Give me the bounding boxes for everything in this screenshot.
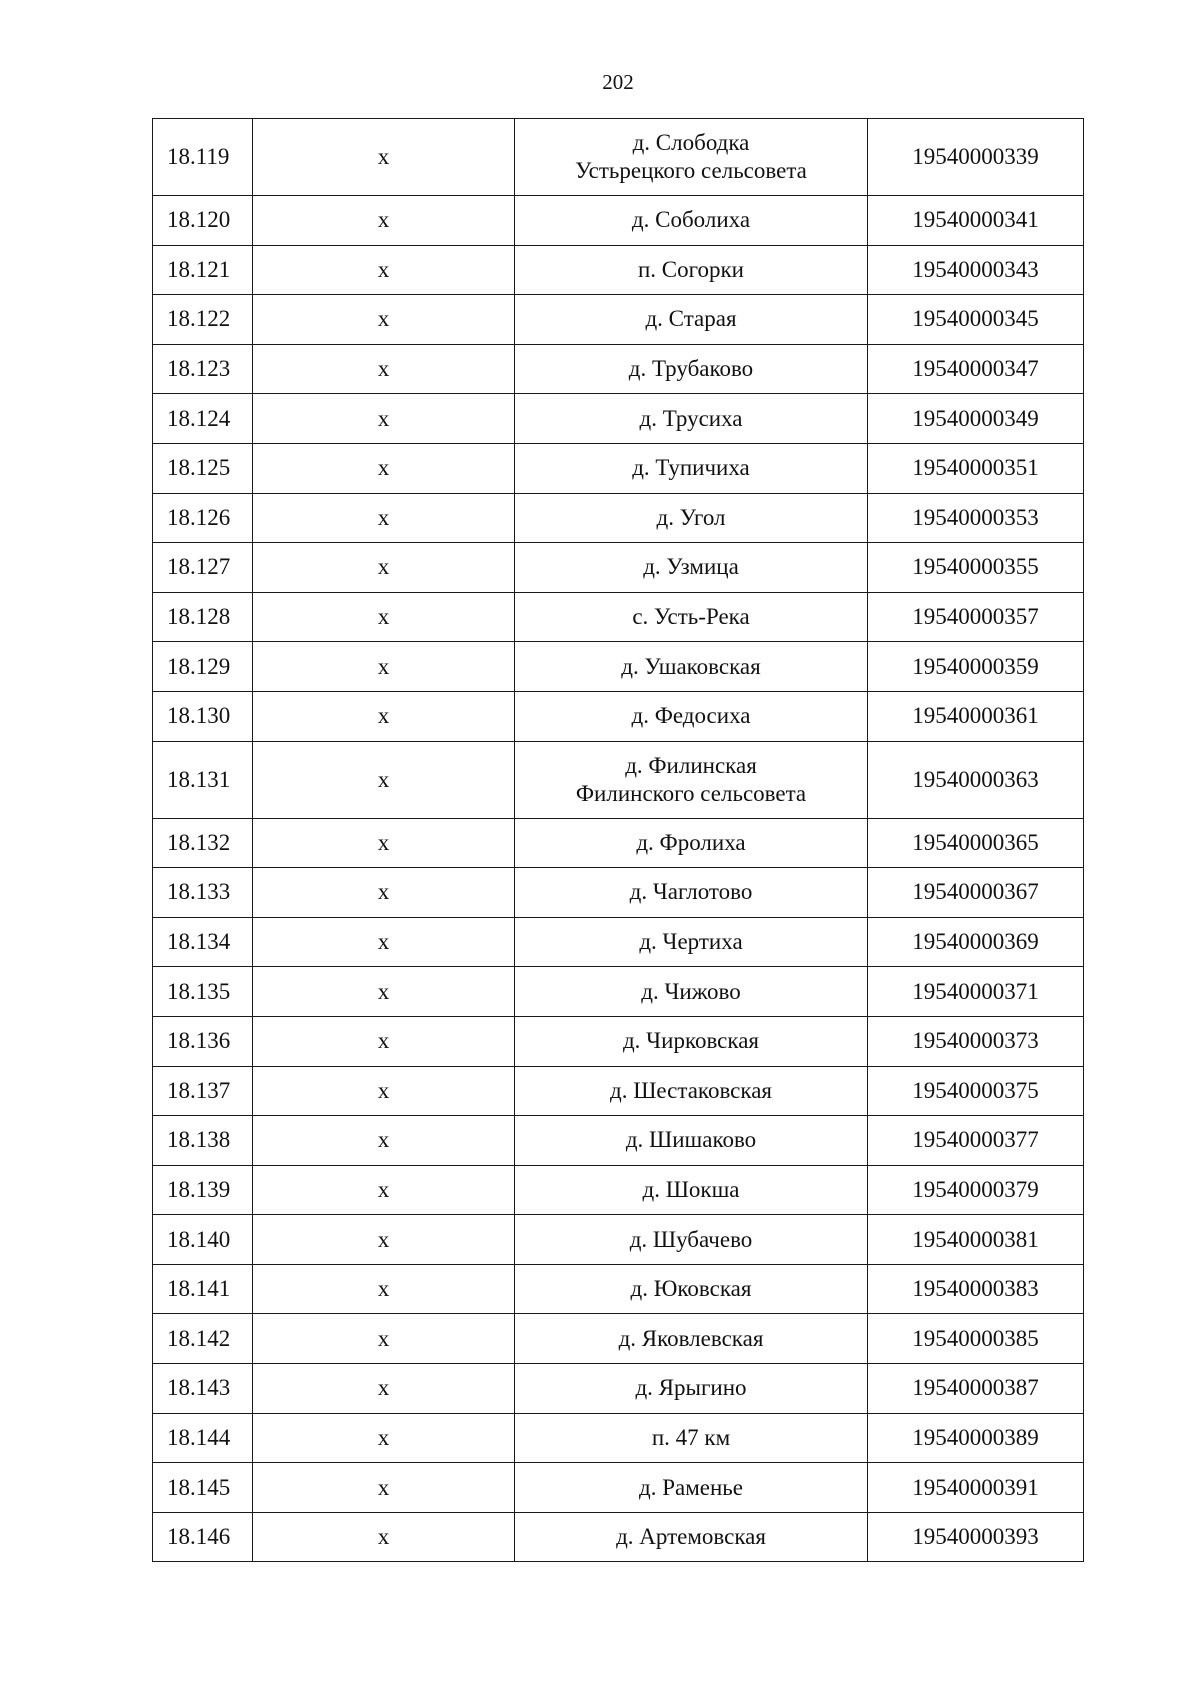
item-number-cell: 18.143 xyxy=(153,1364,253,1414)
settlement-name-cell xyxy=(515,818,868,868)
oktmo-code-cell: 19540000381 xyxy=(868,1215,1084,1265)
mark-cell: х xyxy=(253,1264,515,1314)
settlement-name-cell xyxy=(515,543,868,593)
settlement-name-line: д. Чертиха xyxy=(639,929,743,955)
oktmo-code-cell: 19540000375 xyxy=(868,1066,1084,1116)
settlement-name-cell xyxy=(515,295,868,345)
settlement-name-line: д. Филинская xyxy=(625,752,757,778)
mark-cell: х xyxy=(253,344,515,394)
mark-cell: х xyxy=(253,295,515,345)
item-number-cell: 18.125 xyxy=(153,443,253,493)
settlement-name-line: д. Трусиха xyxy=(639,405,743,431)
mark-cell: х xyxy=(253,1215,515,1265)
settlement-name-line: д. Юковская xyxy=(630,1276,752,1302)
settlement-name-line: д. Слободка xyxy=(632,130,750,155)
settlement-name-line: д. Федосиха xyxy=(631,703,751,729)
settlement-name-line: д. Трубаково xyxy=(628,356,754,382)
settlement-name-cell xyxy=(515,1364,868,1414)
settlement-name-cell xyxy=(515,917,868,967)
oktmo-code-cell: 19540000343 xyxy=(868,245,1084,295)
table-row xyxy=(153,741,1084,818)
settlement-name-line: д. Шестаковская xyxy=(610,1077,772,1103)
page-number: 202 xyxy=(602,70,634,94)
oktmo-code-cell: 19540000367 xyxy=(868,868,1084,918)
oktmo-code-cell: 19540000351 xyxy=(868,443,1084,493)
table-row xyxy=(153,543,1084,593)
item-number-cell: 18.142 xyxy=(153,1314,253,1364)
item-number-cell: 18.122 xyxy=(153,295,253,345)
table-row xyxy=(153,245,1084,295)
settlement-name-cell xyxy=(515,1116,868,1166)
item-number-cell: 18.133 xyxy=(153,868,253,918)
item-number-cell: 18.132 xyxy=(153,818,253,868)
mark-cell: х xyxy=(253,245,515,295)
settlement-name-line: д. Узмица xyxy=(643,554,739,580)
settlement-name-line: д. Фролиха xyxy=(636,829,746,855)
table-row xyxy=(153,1314,1084,1364)
settlement-name-line: д. Шубачево xyxy=(629,1226,753,1252)
item-number-cell: 18.139 xyxy=(153,1165,253,1215)
table-row xyxy=(153,119,1084,196)
oktmo-code-cell: 19540000357 xyxy=(868,592,1084,642)
settlement-name-line: д. Артемовская xyxy=(616,1524,766,1550)
oktmo-code-cell: 19540000373 xyxy=(868,1016,1084,1066)
settlement-name-line: д. Тупичиха xyxy=(632,455,750,481)
item-number-cell: 18.144 xyxy=(153,1413,253,1463)
settlement-name-cell xyxy=(515,443,868,493)
mark-cell: х xyxy=(253,1016,515,1066)
settlement-name-line: д. Яковлевская xyxy=(618,1325,764,1351)
settlement-name-line: с. Усть-Река xyxy=(632,604,750,630)
item-number-cell: 18.129 xyxy=(153,642,253,692)
table-row xyxy=(153,1116,1084,1166)
oktmo-code-cell: 19540000339 xyxy=(868,119,1084,196)
table-row xyxy=(153,196,1084,246)
mark-cell: х xyxy=(253,741,515,818)
oktmo-code-cell: 19540000355 xyxy=(868,543,1084,593)
table-row xyxy=(153,1165,1084,1215)
oktmo-code-cell: 19540000387 xyxy=(868,1364,1084,1414)
settlement-name-cell xyxy=(515,245,868,295)
table-row xyxy=(153,1463,1084,1513)
settlement-name-line: д. Раменье xyxy=(639,1474,743,1500)
table-row xyxy=(153,691,1084,741)
settlement-name-line: д. Угол xyxy=(656,504,726,530)
table-row xyxy=(153,493,1084,543)
settlement-name-line: д. Соболиха xyxy=(631,207,751,233)
settlement-name-line: д. Шокша xyxy=(642,1176,740,1202)
settlement-name-line: д. Ярыгино xyxy=(635,1375,747,1401)
settlement-name-line: Устьрецкого сельсовета xyxy=(575,158,807,183)
item-number-cell: 18.127 xyxy=(153,543,253,593)
settlement-name-cell xyxy=(515,344,868,394)
item-number-cell: 18.130 xyxy=(153,691,253,741)
table-row xyxy=(153,1215,1084,1265)
oktmo-code-cell: 19540000371 xyxy=(868,967,1084,1017)
oktmo-code-cell: 19540000393 xyxy=(868,1512,1084,1562)
item-number-cell: 18.119 xyxy=(153,119,253,196)
item-number-cell: 18.124 xyxy=(153,394,253,444)
item-number-cell: 18.121 xyxy=(153,245,253,295)
table-row xyxy=(153,1364,1084,1414)
settlement-name-cell xyxy=(515,394,868,444)
oktmo-code-cell: 19540000365 xyxy=(868,818,1084,868)
settlement-name-cell xyxy=(515,1463,868,1513)
table-row xyxy=(153,1016,1084,1066)
settlement-name-cell xyxy=(515,741,868,818)
table-row xyxy=(153,1066,1084,1116)
oktmo-code-cell: 19540000377 xyxy=(868,1116,1084,1166)
settlement-name-cell xyxy=(515,592,868,642)
mark-cell: х xyxy=(253,868,515,918)
table-row xyxy=(153,1413,1084,1463)
mark-cell: х xyxy=(253,967,515,1017)
settlement-name-line: д. Шишаково xyxy=(625,1127,757,1153)
settlement-name-cell xyxy=(515,1413,868,1463)
oktmo-code-cell: 19540000341 xyxy=(868,196,1084,246)
mark-cell: х xyxy=(253,917,515,967)
settlement-name-cell xyxy=(515,1314,868,1364)
mark-cell: х xyxy=(253,1165,515,1215)
oktmo-code-cell: 19540000383 xyxy=(868,1264,1084,1314)
table-row xyxy=(153,295,1084,345)
settlement-name-cell xyxy=(515,196,868,246)
oktmo-code-cell: 19540000345 xyxy=(868,295,1084,345)
settlement-name-cell xyxy=(515,1215,868,1265)
oktmo-code-cell: 19540000359 xyxy=(868,642,1084,692)
settlement-name-line: д. Чаглотово xyxy=(629,879,753,905)
oktmo-code-cell: 19540000353 xyxy=(868,493,1084,543)
table-row xyxy=(153,868,1084,918)
mark-cell: х xyxy=(253,119,515,196)
item-number-cell: 18.126 xyxy=(153,493,253,543)
mark-cell: х xyxy=(253,493,515,543)
oktmo-code-cell: 19540000347 xyxy=(868,344,1084,394)
settlement-name-line: д. Ушаковская xyxy=(621,653,761,679)
item-number-cell: 18.141 xyxy=(153,1264,253,1314)
item-number-cell: 18.145 xyxy=(153,1463,253,1513)
table-row xyxy=(153,592,1084,642)
mark-cell: х xyxy=(253,443,515,493)
item-number-cell: 18.123 xyxy=(153,344,253,394)
table-row xyxy=(153,443,1084,493)
oktmo-code-cell: 19540000385 xyxy=(868,1314,1084,1364)
settlement-name-line: п. Согорки xyxy=(638,256,744,282)
mark-cell: х xyxy=(253,1463,515,1513)
mark-cell: х xyxy=(253,394,515,444)
table-row xyxy=(153,818,1084,868)
table-row xyxy=(153,394,1084,444)
settlement-name-cell xyxy=(515,493,868,543)
item-number-cell: 18.131 xyxy=(153,741,253,818)
settlement-name-line: д. Старая xyxy=(645,306,737,332)
table-row xyxy=(153,967,1084,1017)
mark-cell: х xyxy=(253,642,515,692)
table-row xyxy=(153,642,1084,692)
settlement-name-line: д. Чижово xyxy=(641,978,741,1004)
oktmo-code-cell: 19540000369 xyxy=(868,917,1084,967)
settlement-name-cell xyxy=(515,967,868,1017)
mark-cell: х xyxy=(253,1116,515,1166)
mark-cell: х xyxy=(253,1413,515,1463)
settlement-name-cell xyxy=(515,1165,868,1215)
oktmo-code-cell: 19540000391 xyxy=(868,1463,1084,1513)
mark-cell: х xyxy=(253,543,515,593)
item-number-cell: 18.146 xyxy=(153,1512,253,1562)
oktmo-code-cell: 19540000389 xyxy=(868,1413,1084,1463)
item-number-cell: 18.128 xyxy=(153,592,253,642)
settlement-name-cell xyxy=(515,868,868,918)
settlement-name-cell xyxy=(515,642,868,692)
item-number-cell: 18.138 xyxy=(153,1116,253,1166)
oktmo-code-cell: 19540000363 xyxy=(868,741,1084,818)
item-number-cell: 18.137 xyxy=(153,1066,253,1116)
item-number-cell: 18.140 xyxy=(153,1215,253,1265)
table-body xyxy=(153,119,1084,1562)
item-number-cell: 18.136 xyxy=(153,1016,253,1066)
settlement-name-line: Филинского сельсовета xyxy=(575,780,807,806)
item-number-cell: 18.120 xyxy=(153,196,253,246)
mark-cell: х xyxy=(253,1512,515,1562)
settlement-name-line: д. Чирковская xyxy=(622,1028,759,1054)
settlement-name-cell xyxy=(515,1016,868,1066)
settlement-name-cell xyxy=(515,119,868,196)
settlement-name-cell xyxy=(515,1264,868,1314)
item-number-cell: 18.135 xyxy=(153,967,253,1017)
oktmo-code-cell: 19540000361 xyxy=(868,691,1084,741)
mark-cell: х xyxy=(253,196,515,246)
settlements-table xyxy=(152,118,1084,1562)
table-row xyxy=(153,344,1084,394)
table-row xyxy=(153,1264,1084,1314)
mark-cell: х xyxy=(253,1314,515,1364)
table-row xyxy=(153,1512,1084,1562)
settlement-name-line: п. 47 км xyxy=(651,1424,731,1450)
mark-cell: х xyxy=(253,1364,515,1414)
settlement-name-cell xyxy=(515,1512,868,1562)
mark-cell: х xyxy=(253,818,515,868)
mark-cell: х xyxy=(253,1066,515,1116)
table-row xyxy=(153,917,1084,967)
oktmo-code-cell: 19540000379 xyxy=(868,1165,1084,1215)
settlement-name-cell xyxy=(515,691,868,741)
item-number-cell: 18.134 xyxy=(153,917,253,967)
mark-cell: х xyxy=(253,691,515,741)
oktmo-code-cell: 19540000349 xyxy=(868,394,1084,444)
mark-cell: х xyxy=(253,592,515,642)
settlement-name-cell xyxy=(515,1066,868,1116)
